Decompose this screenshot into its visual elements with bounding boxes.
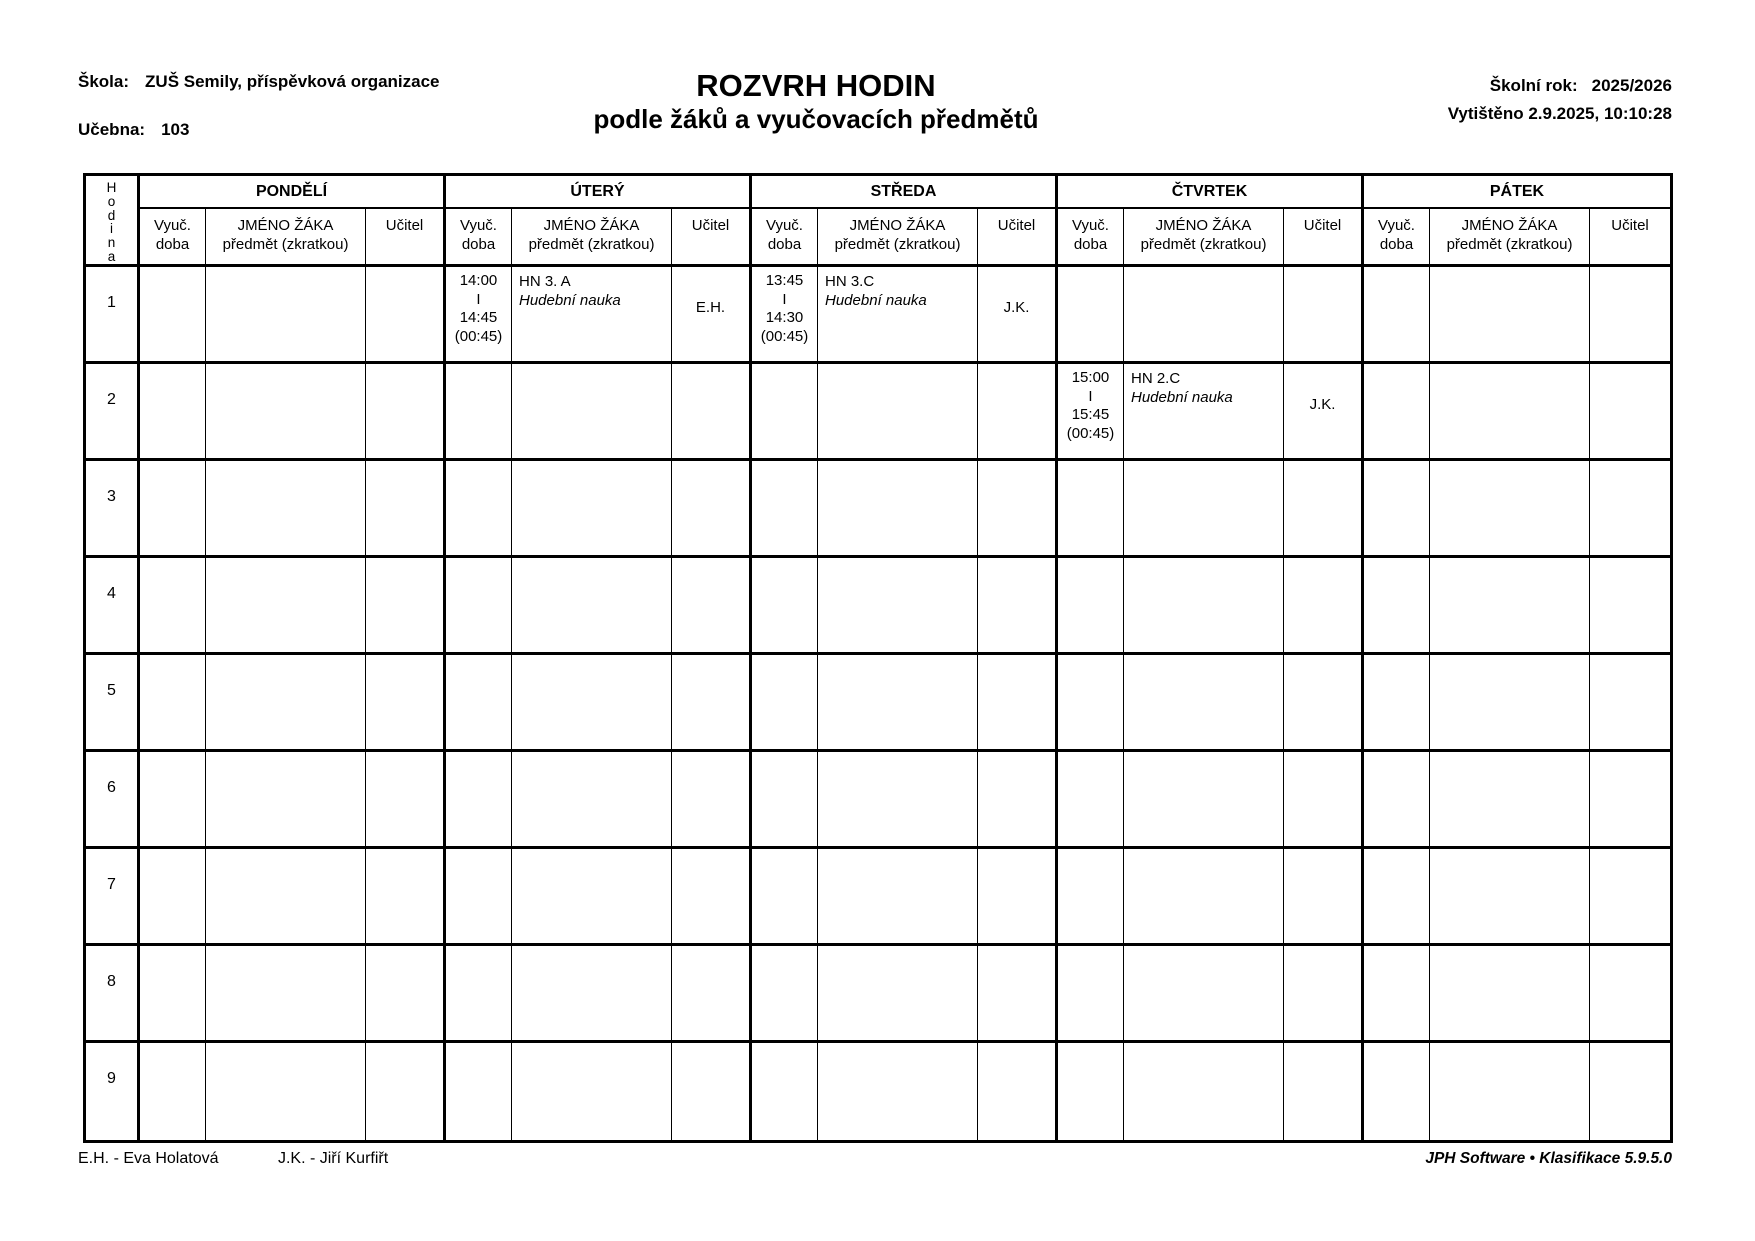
empty-student-cell — [512, 558, 672, 655]
empty-student-cell — [1430, 1043, 1590, 1140]
empty-time-cell — [752, 1043, 818, 1140]
empty-time-cell — [1364, 752, 1430, 849]
empty-time-cell — [752, 946, 818, 1043]
lesson-teacher-cell: E.H. — [672, 267, 752, 364]
subheader-teacher: Učitel — [978, 209, 1058, 267]
lesson-student-cell: HN 2.C Hudební nauka — [1124, 364, 1284, 461]
hour-number-cell: 1 — [86, 267, 140, 364]
hour-number-cell: 4 — [86, 558, 140, 655]
lesson-time-cell: 14:00 I 14:45 (00:45) — [446, 267, 512, 364]
empty-student-cell — [512, 461, 672, 558]
empty-student-cell — [1430, 655, 1590, 752]
empty-student-cell — [1430, 461, 1590, 558]
empty-teacher-cell — [672, 1043, 752, 1140]
empty-teacher-cell — [366, 461, 446, 558]
empty-student-cell — [206, 752, 366, 849]
empty-teacher-cell — [978, 461, 1058, 558]
empty-time-cell — [446, 558, 512, 655]
hour-number-cell: 7 — [86, 849, 140, 946]
empty-time-cell — [1058, 655, 1124, 752]
empty-student-cell — [1430, 364, 1590, 461]
empty-time-cell — [1364, 364, 1430, 461]
school-year-label: Školní rok: — [1489, 76, 1578, 95]
empty-student-cell — [512, 752, 672, 849]
empty-teacher-cell — [978, 1043, 1058, 1140]
lesson-teacher-cell: J.K. — [1284, 364, 1364, 461]
empty-teacher-cell — [672, 849, 752, 946]
subheader-time: Vyuč. doba — [140, 209, 206, 267]
empty-teacher-cell — [1284, 655, 1364, 752]
day-header: PÁTEK — [1364, 176, 1670, 209]
empty-time-cell — [1058, 267, 1124, 364]
empty-student-cell — [1124, 849, 1284, 946]
empty-teacher-cell — [366, 558, 446, 655]
empty-time-cell — [1058, 461, 1124, 558]
empty-time-cell — [752, 752, 818, 849]
subheader-teacher: Učitel — [672, 209, 752, 267]
empty-student-cell — [818, 946, 978, 1043]
subheader-teacher: Učitel — [366, 209, 446, 267]
empty-teacher-cell — [1590, 267, 1670, 364]
empty-time-cell — [1058, 752, 1124, 849]
subheader-student: JMÉNO ŽÁKA předmět (zkratkou) — [818, 209, 978, 267]
empty-time-cell — [1364, 946, 1430, 1043]
empty-time-cell — [1364, 655, 1430, 752]
empty-time-cell — [140, 752, 206, 849]
empty-teacher-cell — [978, 946, 1058, 1043]
empty-student-cell — [1124, 267, 1284, 364]
empty-time-cell — [1364, 849, 1430, 946]
lesson-teacher-cell: J.K. — [978, 267, 1058, 364]
empty-student-cell — [818, 752, 978, 849]
empty-student-cell — [818, 364, 978, 461]
empty-time-cell — [1364, 461, 1430, 558]
subheader-student: JMÉNO ŽÁKA předmět (zkratkou) — [1124, 209, 1284, 267]
day-header: ÚTERÝ — [446, 176, 752, 209]
empty-time-cell — [140, 267, 206, 364]
empty-student-cell — [1430, 752, 1590, 849]
empty-teacher-cell — [1284, 946, 1364, 1043]
empty-time-cell — [752, 461, 818, 558]
printed-row: Vytištěno 2.9.2025, 10:10:28 — [1447, 104, 1672, 123]
teacher-legend — [78, 1150, 388, 1168]
empty-time-cell — [140, 1043, 206, 1140]
empty-student-cell — [818, 461, 978, 558]
hour-number-cell: 6 — [86, 752, 140, 849]
lesson-time-cell: 13:45 I 14:30 (00:45) — [752, 267, 818, 364]
empty-student-cell — [1124, 655, 1284, 752]
empty-student-cell — [818, 655, 978, 752]
empty-teacher-cell — [366, 849, 446, 946]
empty-teacher-cell — [1590, 461, 1670, 558]
empty-time-cell — [1058, 849, 1124, 946]
subheader-time: Vyuč. doba — [1058, 209, 1124, 267]
empty-student-cell — [818, 849, 978, 946]
empty-student-cell — [1124, 461, 1284, 558]
page-title: ROZVRH HODIN — [696, 68, 936, 103]
empty-student-cell — [818, 1043, 978, 1140]
subheader-time: Vyuč. doba — [752, 209, 818, 267]
empty-student-cell — [1430, 558, 1590, 655]
empty-teacher-cell — [1284, 461, 1364, 558]
empty-time-cell — [446, 752, 512, 849]
day-header: ČTVRTEK — [1058, 176, 1364, 209]
page-subtitle: podle žáků a vyučovacích předmětů — [593, 104, 1039, 134]
empty-student-cell — [206, 1043, 366, 1140]
subheader-teacher: Učitel — [1284, 209, 1364, 267]
empty-student-cell — [512, 849, 672, 946]
empty-teacher-cell — [1284, 1043, 1364, 1140]
empty-student-cell — [1124, 558, 1284, 655]
empty-time-cell — [446, 461, 512, 558]
empty-student-cell — [1430, 849, 1590, 946]
empty-student-cell — [206, 655, 366, 752]
empty-time-cell — [140, 558, 206, 655]
subheader-student: JMÉNO ŽÁKA předmět (zkratkou) — [206, 209, 366, 267]
subheader-teacher: Učitel — [1590, 209, 1670, 267]
school-label: Škola: — [78, 72, 130, 91]
empty-time-cell — [140, 655, 206, 752]
empty-teacher-cell — [672, 752, 752, 849]
empty-time-cell — [446, 655, 512, 752]
lesson-student-cell: HN 3.C Hudební nauka — [818, 267, 978, 364]
empty-teacher-cell — [1590, 946, 1670, 1043]
empty-time-cell — [446, 364, 512, 461]
empty-teacher-cell — [1590, 558, 1670, 655]
empty-student-cell — [1124, 752, 1284, 849]
empty-teacher-cell — [672, 946, 752, 1043]
hour-number-cell: 3 — [86, 461, 140, 558]
empty-time-cell — [1364, 267, 1430, 364]
empty-teacher-cell — [978, 849, 1058, 946]
empty-time-cell — [446, 946, 512, 1043]
empty-teacher-cell — [366, 364, 446, 461]
empty-teacher-cell — [366, 267, 446, 364]
empty-student-cell — [1430, 267, 1590, 364]
empty-teacher-cell — [672, 364, 752, 461]
subheader-student: JMÉNO ŽÁKA předmět (zkratkou) — [512, 209, 672, 267]
empty-time-cell — [1058, 558, 1124, 655]
empty-teacher-cell — [1590, 849, 1670, 946]
empty-teacher-cell — [672, 558, 752, 655]
empty-time-cell — [140, 946, 206, 1043]
timetable — [83, 173, 1673, 1143]
school-year-value: 2025/2026 — [1591, 76, 1672, 95]
empty-teacher-cell — [1590, 655, 1670, 752]
empty-time-cell — [1364, 558, 1430, 655]
empty-time-cell — [1058, 1043, 1124, 1140]
empty-time-cell — [140, 849, 206, 946]
empty-time-cell — [446, 1043, 512, 1140]
empty-student-cell — [512, 946, 672, 1043]
empty-student-cell — [206, 267, 366, 364]
empty-student-cell — [512, 364, 672, 461]
school-name: ZUŠ Semily, příspěvková organizace — [145, 72, 440, 91]
empty-student-cell — [1430, 946, 1590, 1043]
empty-teacher-cell — [366, 655, 446, 752]
school-year-row — [1448, 72, 1672, 100]
hour-number-cell: 9 — [86, 1043, 140, 1140]
lesson-student-cell: HN 3. A Hudební nauka — [512, 267, 672, 364]
empty-time-cell — [752, 558, 818, 655]
lesson-time-cell: 15:00 I 15:45 (00:45) — [1058, 364, 1124, 461]
empty-teacher-cell — [978, 752, 1058, 849]
subheader-student: JMÉNO ŽÁKA předmět (zkratkou) — [1430, 209, 1590, 267]
hour-number-cell: 2 — [86, 364, 140, 461]
empty-teacher-cell — [978, 364, 1058, 461]
empty-student-cell — [818, 558, 978, 655]
empty-teacher-cell — [366, 946, 446, 1043]
room-value: 103 — [161, 120, 190, 139]
empty-teacher-cell — [1284, 558, 1364, 655]
hour-number-cell: 5 — [86, 655, 140, 752]
empty-teacher-cell — [1284, 752, 1364, 849]
empty-teacher-cell — [672, 655, 752, 752]
legend-item: J.K. - Jiří Kurfiřt — [277, 1150, 389, 1167]
day-header: PONDĚLÍ — [140, 176, 446, 209]
empty-teacher-cell — [672, 461, 752, 558]
empty-student-cell — [206, 946, 366, 1043]
empty-time-cell — [752, 655, 818, 752]
empty-student-cell — [206, 461, 366, 558]
subheader-time: Vyuč. doba — [1364, 209, 1430, 267]
room-label: Učebna: — [78, 120, 146, 139]
empty-student-cell — [1124, 946, 1284, 1043]
empty-student-cell — [206, 849, 366, 946]
empty-student-cell — [1124, 1043, 1284, 1140]
title-block — [0, 68, 1632, 134]
empty-teacher-cell — [366, 1043, 446, 1140]
subheader-time: Vyuč. doba — [446, 209, 512, 267]
empty-teacher-cell — [366, 752, 446, 849]
empty-time-cell — [140, 461, 206, 558]
empty-time-cell — [1058, 946, 1124, 1043]
print-info-block — [1448, 72, 1672, 128]
hour-column-header: H o d i n a — [86, 176, 140, 267]
empty-student-cell — [206, 364, 366, 461]
empty-teacher-cell — [978, 558, 1058, 655]
empty-teacher-cell — [1590, 1043, 1670, 1140]
empty-teacher-cell — [1284, 267, 1364, 364]
empty-time-cell — [446, 849, 512, 946]
software-credit: JPH Software • Klasifikace 5.9.5.0 — [1425, 1150, 1672, 1167]
empty-time-cell — [752, 364, 818, 461]
empty-teacher-cell — [1590, 752, 1670, 849]
empty-teacher-cell — [1284, 849, 1364, 946]
empty-time-cell — [1364, 1043, 1430, 1140]
day-header: STŘEDA — [752, 176, 1058, 209]
empty-time-cell — [140, 364, 206, 461]
empty-time-cell — [752, 849, 818, 946]
empty-student-cell — [512, 1043, 672, 1140]
hour-number-cell: 8 — [86, 946, 140, 1043]
empty-teacher-cell — [978, 655, 1058, 752]
empty-teacher-cell — [1590, 364, 1670, 461]
empty-student-cell — [512, 655, 672, 752]
empty-student-cell — [206, 558, 366, 655]
legend-item: E.H. - Eva Holatová — [78, 1150, 219, 1167]
